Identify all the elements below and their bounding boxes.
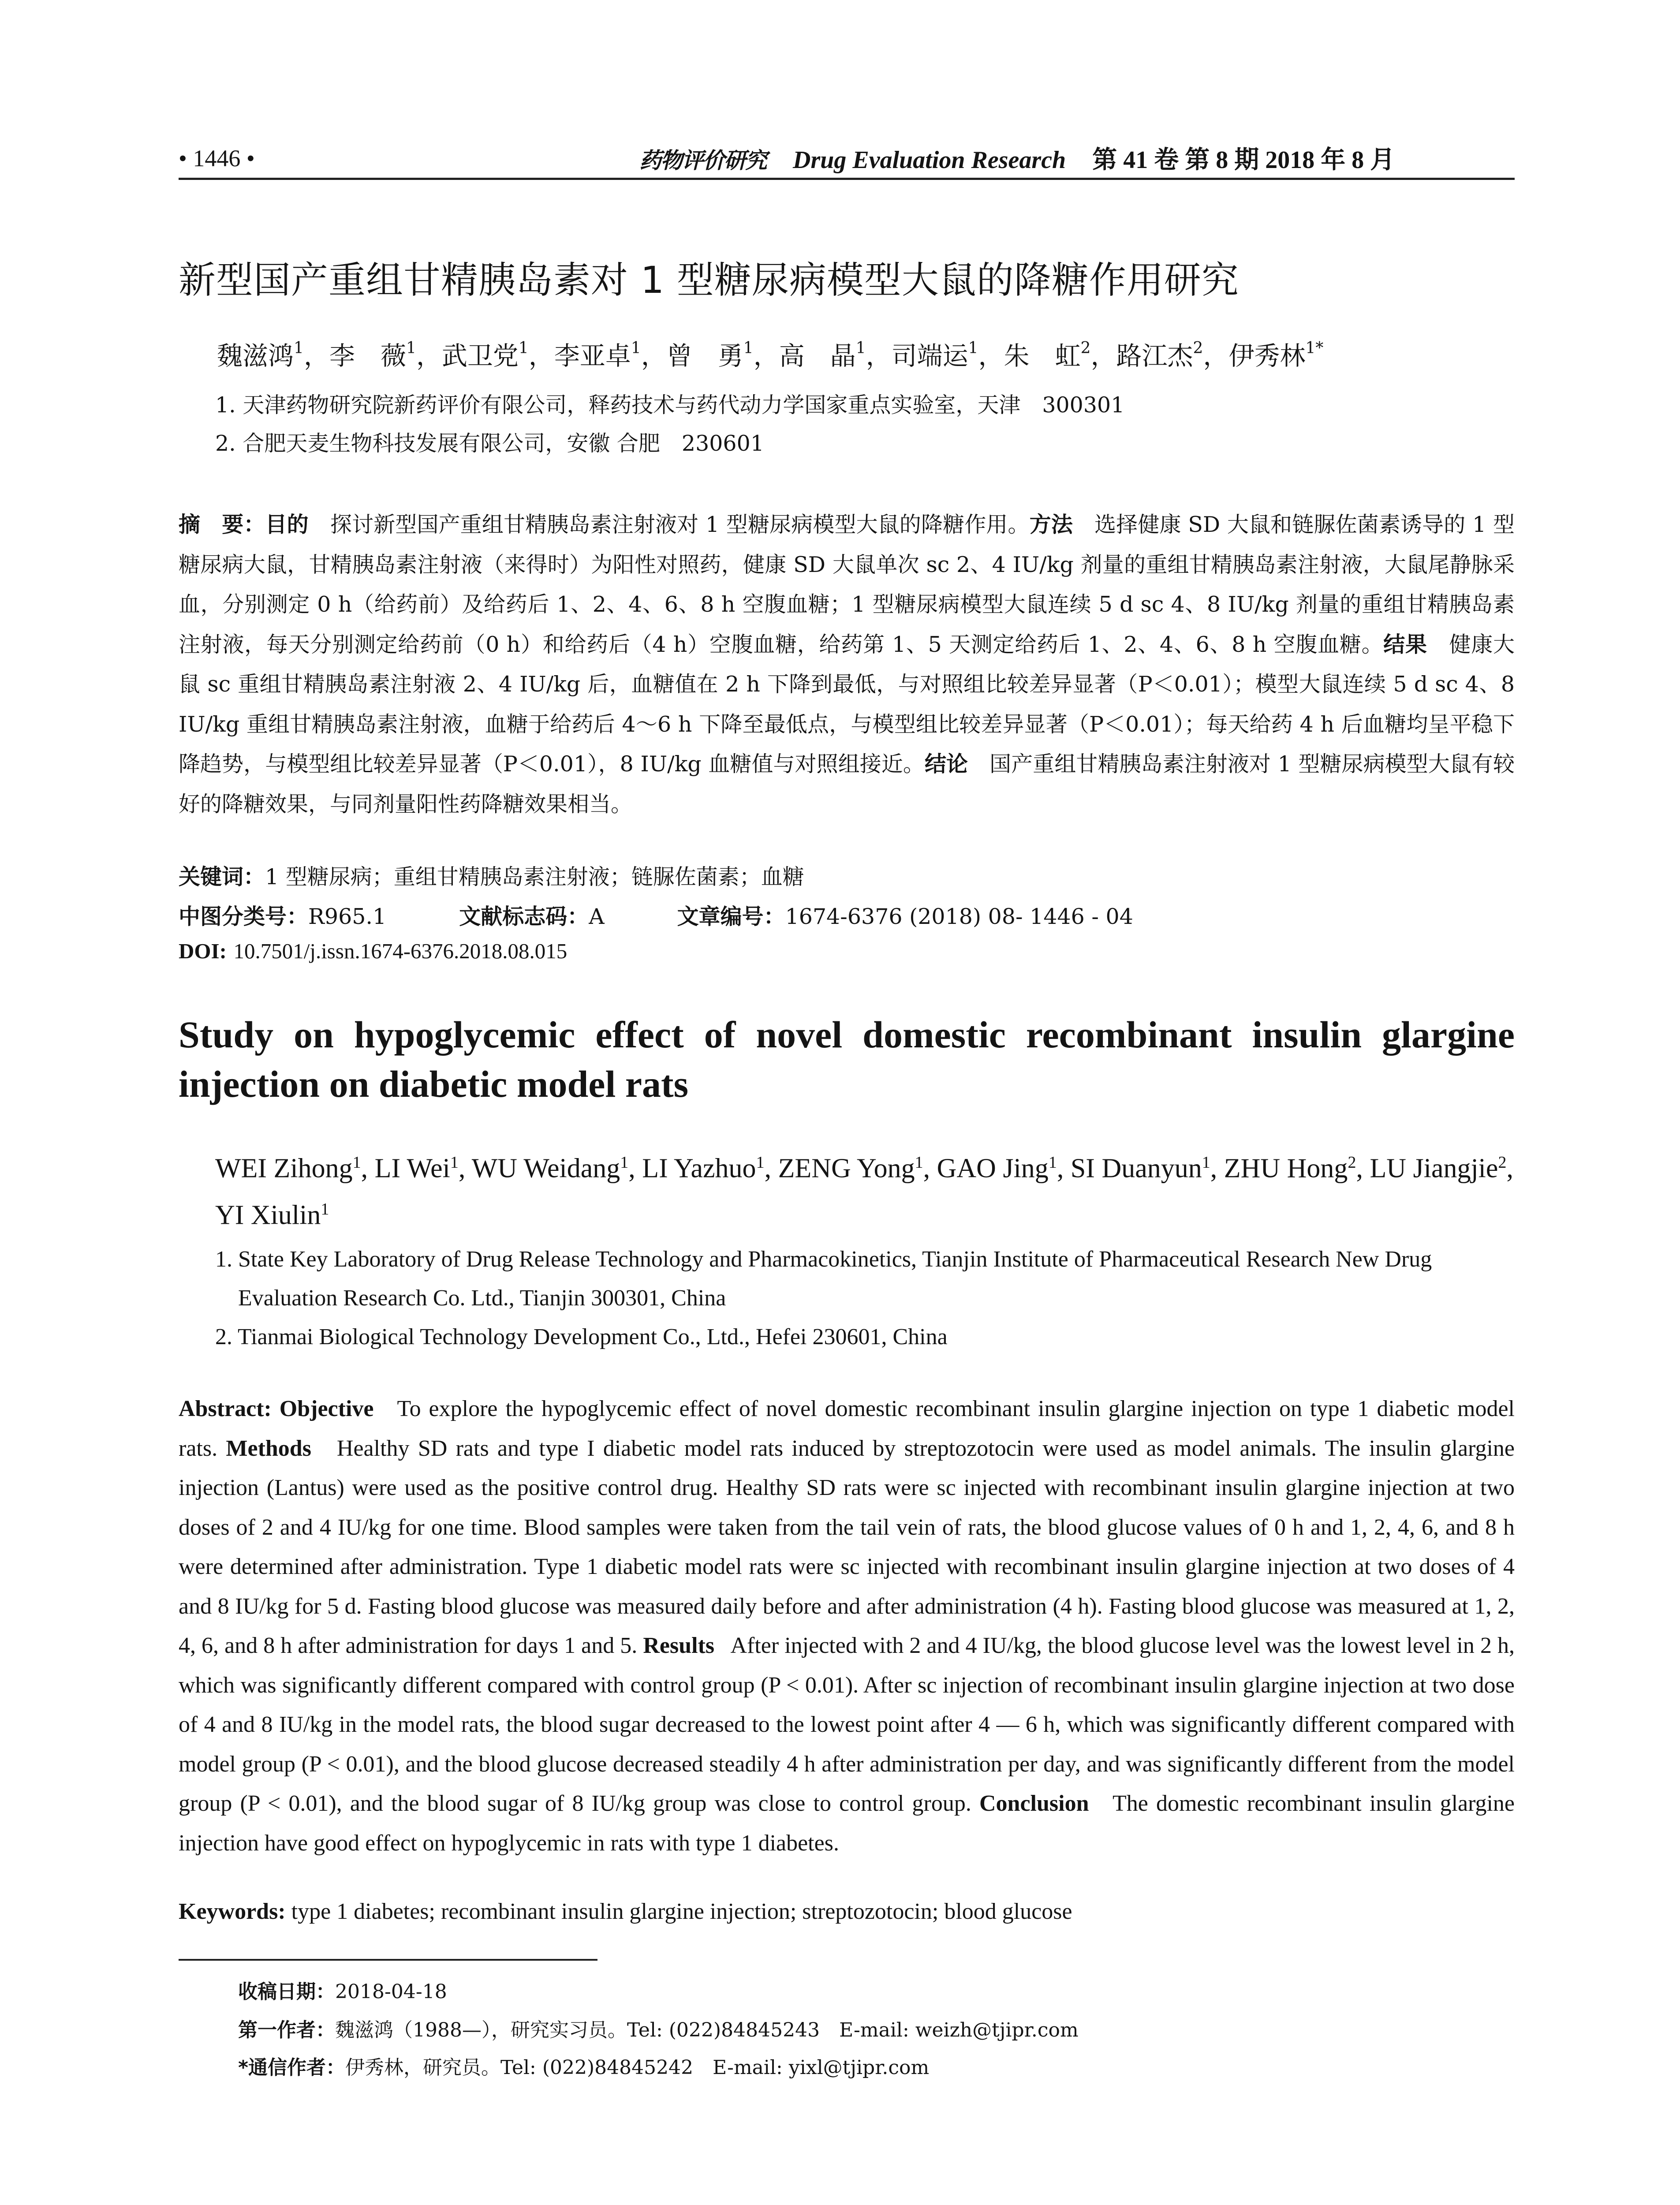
received-label: 收稿日期： [238, 1981, 335, 2003]
cn-author-list: 魏滋鸿$^1$，李 薇$^1$，武卫党$^1$，李亚卓$^1$，曾 勇$^1$，高 晶$^1$，司端运$^1$，朱 虹$^2$，路江杰$^2$，伊秀林$^{1*}$ [217, 339, 1324, 371]
author-name: GAO Jing [937, 1153, 1049, 1184]
footnote-first-author [238, 2014, 1079, 2042]
cn-abstract [179, 505, 1515, 824]
cn-abstract-label: 摘 要： [179, 512, 265, 537]
en-results-label: Results [643, 1633, 715, 1658]
author-affiliation-mark: 2 [1080, 339, 1091, 357]
en-methods-label: Methods [226, 1435, 311, 1461]
en-abstract [179, 1389, 1515, 1863]
author-name: 曾 勇 [666, 341, 743, 371]
en-title: Study on hypoglycemic effect of novel domestic recombinant insulin glargine injection on diabetic model rats [179, 1013, 1515, 1105]
cn-conclusion-label: 结论 [924, 751, 968, 777]
doi-link[interactable]: 10.7501/j.issn.1674-6376.2018.08.015 [233, 939, 567, 963]
author-affiliation-mark: 1 [1048, 1153, 1057, 1172]
issue-info: 第 41 卷 第 8 期 2018 年 8 月 [1092, 146, 1395, 174]
journal-en-name: Drug Evaluation Research [793, 146, 1066, 174]
en-objective-text: To explore the hypoglycemic effect of novel domestic recombinant insulin glargine injection on type 1 diabetic model rats. [179, 1396, 1515, 1461]
author-name: 司端运 [891, 341, 968, 371]
en-keywords [179, 1899, 1072, 1925]
cn-affiliation-1: 1. 天津药物研究院新药评价有限公司，释药技术与药代动力学国家重点实验室，天津 300301 [215, 392, 1125, 418]
author-name: 魏滋鸿 [217, 341, 294, 371]
en-conclusion-text: The domestic recombinant insulin glargine injection have good effect on hypoglycemic in rats with type 1 diabetes. [179, 1791, 1515, 1856]
running-header [179, 140, 1515, 176]
cn-title: 新型国产重组甘精胰岛素对 1 型糖尿病模型大鼠的降糖作用研究 [179, 258, 1239, 302]
author-name: ZHU Hong [1224, 1153, 1348, 1184]
cn-objective-label: 目的 [265, 512, 309, 537]
author-name: 高 晶 [779, 341, 856, 371]
clc-value: R965.1 [308, 904, 387, 929]
cn-conclusion-text: 国产重组甘精胰岛素注射液对 1 型糖尿病模型大鼠有较好的降糖效果，与同剂量阳性药降糖效果相当。 [179, 751, 1515, 817]
cn-classification [179, 900, 1133, 931]
author-affiliation-mark: 2 [1193, 339, 1203, 357]
doc-code-label: 文献标志码： [459, 904, 589, 929]
author-name: 李亚卓 [554, 341, 631, 371]
author-affiliation-mark: 1 [743, 339, 754, 357]
clc-label: 中图分类号： [179, 904, 309, 929]
author-name: WU Weidang [471, 1153, 620, 1184]
cn-objective-text: 探讨新型国产重组甘精胰岛素注射液对 1 型糖尿病模型大鼠的降糖作用。 [330, 512, 1030, 537]
corresponding-label: *通信作者： [238, 2056, 346, 2079]
corresponding-info: 伊秀林，研究员。Tel: (022)84845242 E-mail: yixl@tjipr.com [345, 2056, 930, 2079]
en-conclusion-label: Conclusion [979, 1791, 1089, 1816]
en-results-text: After injected with 2 and 4 IU/kg, the blood glucose level was the lowest level in 2 h, which was significantly different compared with control group (P < 0.01). After sc injection of recombinant insulin glargine injection at two dose of 4 and 8 IU/kg in the model rats, the blood sugar decreased to the lowest point after 4 — 6 h, which was significantly different compared with model group (P < 0.01), and the blood glucose decreased steadily 4 h after administration per day, and was significantly different from the model group (P < 0.01), and the blood sugar of 8 IU/kg group was close to control group. [179, 1633, 1515, 1816]
article-no-value: 1674-6376 (2018) 08- 1446 - 04 [785, 904, 1133, 929]
author-affiliation-mark: 1 [406, 339, 416, 357]
author-affiliation-mark: 2 [1348, 1153, 1356, 1172]
author-name: 李 薇 [329, 341, 406, 371]
header-rule [179, 178, 1515, 180]
author-affiliation-mark: 1 [855, 339, 866, 357]
journal-cn-logo: 药物评价研究 [639, 147, 766, 173]
first-author-label: 第一作者： [238, 2019, 335, 2041]
en-methods-text: Healthy SD rats and type I diabetic model rats induced by streptozotocin were used as model animals. The insulin glargine injection (Lantus) were used as the positive control drug. Healthy SD rats were sc injected with recombinant insulin glargine injection at two doses of 2 and 4 IU/kg for one time. Blood samples were taken from the tail vein of rats, the blood glucose values of 0 h and 1, 2, 4, 6, and 8 h were determined after administration. Type 1 diabetic model rats were sc injected with recombinant insulin glargine injection at two doses of 4 and 8 IU/kg for 5 d. Fasting blood glucose was measured daily before and after administration (4 h). Fasting blood glucose was measured at 1, 2, 4, 6, and 8 h after administration for days 1 and 5. [179, 1435, 1515, 1658]
author-name: ZENG Yong [778, 1153, 915, 1184]
author-affiliation-mark: 1 [620, 1153, 629, 1172]
cn-keywords [179, 860, 804, 891]
footnote-received [238, 1976, 447, 2004]
en-abstract-label: Abstract: [179, 1396, 272, 1421]
author-affiliation-mark: 1 [321, 1200, 329, 1218]
first-author-info: 魏滋鸿（1988—），研究实习员。Tel: (022)84845243 E-mail: weizh@tjipr.com [335, 2019, 1079, 2041]
author-name: LI Yazhuo [642, 1153, 756, 1184]
footnote-corresponding [238, 2052, 929, 2080]
article-no-label: 文章编号： [677, 904, 785, 929]
author-name: SI Duanyun [1070, 1153, 1202, 1184]
author-affiliation-mark: 1 [518, 339, 529, 357]
footnote-rule [179, 1959, 597, 1961]
author-affiliation-mark: 1 [915, 1153, 923, 1172]
author-name: YI Xiulin [215, 1200, 321, 1230]
author-name: LU Jiangjie [1370, 1153, 1498, 1184]
cn-results-text: 健康大鼠 sc 重组甘精胰岛素注射液 2、4 IU/kg 后，血糖值在 2 h 下降到最低，与对照组比较差异显著（P＜0.01）；模型大鼠连续 5 d sc 4、8 IU/kg 重组甘精胰岛素注射液，血糖于给药后 4～6 h 下降至最低点，与模型组比较差异显著（P＜0.01）；每天给药 4 h 后血糖均呈平稳下降趋势，与模型组比较差异显著（P＜0.01），8 IU/kg 血糖值与对照组接近。 [179, 632, 1515, 777]
en-affiliation-2: 2. Tianmai Biological Technology Development Co., Ltd., Hefei 230601, China [215, 1324, 948, 1349]
cn-methods-text: 选择健康 SD 大鼠和链脲佐菌素诱导的 1 型糖尿病大鼠，甘精胰岛素注射液（来得时）为阳性对照药，健康 SD 大鼠单次 sc 2、4 IU/kg 剂量的重组甘精胰岛素注射液，大鼠尾静脉采血，分别测定 0 h（给药前）及给药后 1、2、4、6、8 h 空腹血糖；1 型糖尿病模型大鼠连续 5 d sc 4、8 IU/kg 剂量的重组甘精胰岛素注射液，每天分别测定给药前（0 h）和给药后（4 h）空腹血糖，给药第 1、5 天测定给药后 1、2、4、6、8 h 空腹血糖。 [179, 512, 1515, 657]
doi-label: DOI: [179, 939, 227, 963]
cn-keywords-text: 1 型糖尿病；重组甘精胰岛素注射液；链脲佐菌素；血糖 [265, 864, 804, 889]
received-date: 2018-04-18 [335, 1981, 447, 2003]
page-number: • 1446 • [179, 145, 255, 172]
doi-line [179, 938, 567, 964]
author-affiliation-mark: 1 [1202, 1153, 1210, 1172]
author-affiliation-mark: 1* [1305, 339, 1324, 357]
author-affiliation-mark: 2 [1498, 1153, 1507, 1172]
author-affiliation-mark: 1 [631, 339, 641, 357]
author-affiliation-mark: 1 [352, 1153, 361, 1172]
cn-keywords-label: 关键词： [179, 864, 265, 889]
author-name: LI Wei [374, 1153, 450, 1184]
en-objective-label: Objective [279, 1396, 374, 1421]
cn-results-label: 结果 [1383, 632, 1427, 657]
author-affiliation-mark: 1 [294, 339, 304, 357]
author-affiliation-mark: 1 [450, 1153, 459, 1172]
author-name: 路江杰 [1116, 341, 1193, 371]
author-name: 伊秀林 [1228, 341, 1306, 371]
en-author-list: WEI Zihong$^1$, LI Wei$^1$, WU Weidang$^1$, LI Yazhuo$^1$, ZENG Yong$^1$, GAO Jing$^1$, SI Duanyun$^1$, ZHU Hong$^2$, LU Jiangjie$^2$, YI Xiulin$^1$ [215, 1153, 1513, 1230]
journal-line [639, 140, 1395, 176]
cn-affiliation-2: 2. 合肥天麦生物科技发展有限公司，安徽 合肥 230601 [215, 431, 764, 456]
en-keywords-label: Keywords: [179, 1899, 286, 1924]
author-name: 武卫党 [441, 341, 519, 371]
author-affiliation-mark: 1 [968, 339, 978, 357]
doc-code-value: A [589, 904, 605, 929]
author-name: 朱 虹 [1004, 341, 1081, 371]
author-affiliation-mark: 1 [756, 1153, 765, 1172]
en-keywords-text: type 1 diabetes; recombinant insulin glargine injection; streptozotocin; blood glucose [291, 1899, 1072, 1924]
author-name: WEI Zihong [215, 1153, 353, 1184]
cn-methods-label: 方法 [1029, 512, 1073, 537]
en-affiliation-1: 1. State Key Laboratory of Drug Release Technology and Pharmacokinetics, Tianjin Institute of Pharmaceutical Research New Drug Evaluation Research Co. Ltd., Tianjin 300301, China [215, 1247, 1432, 1311]
